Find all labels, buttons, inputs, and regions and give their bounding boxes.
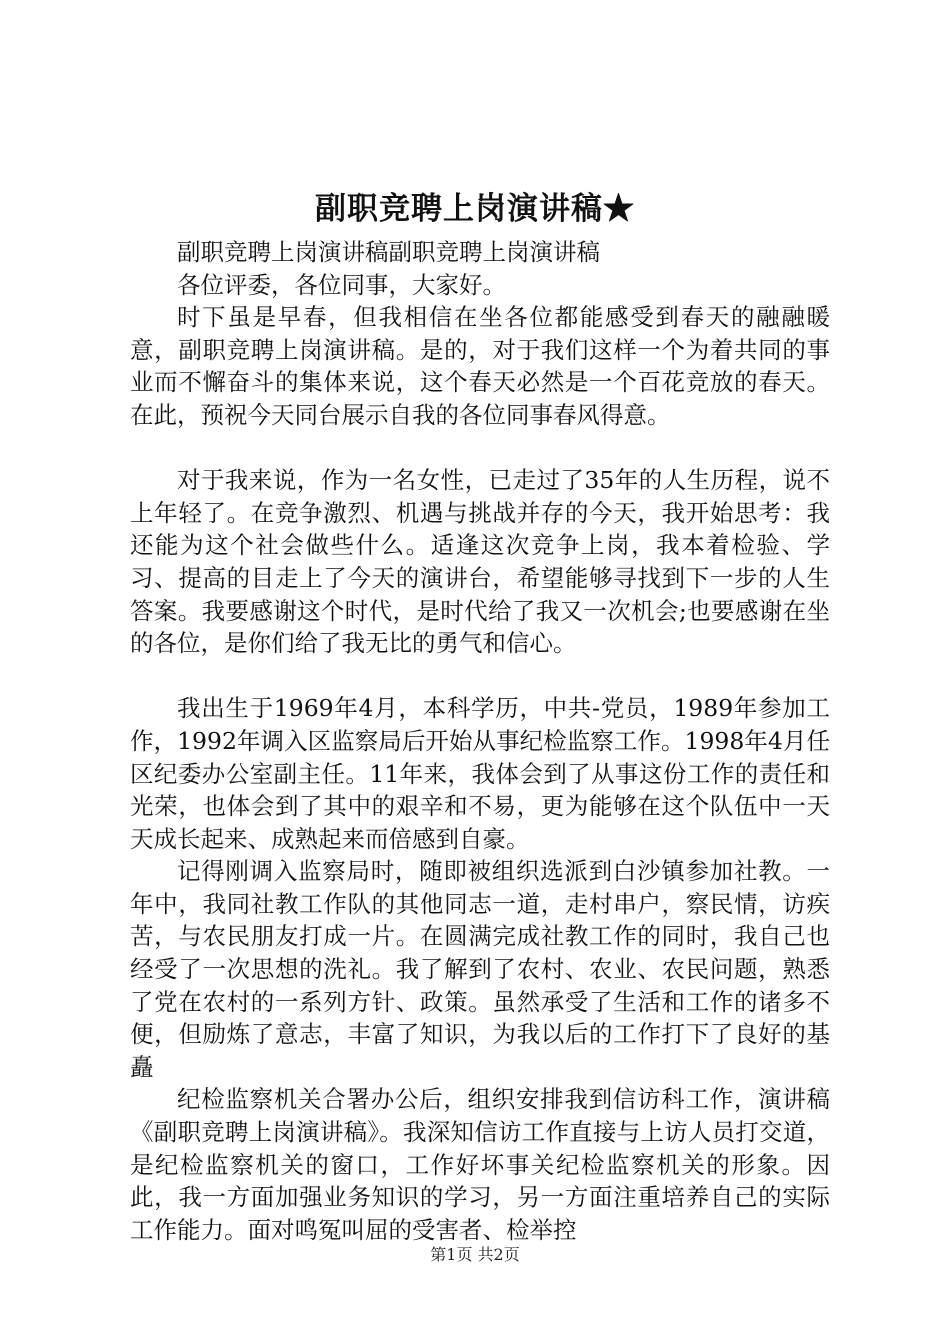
paragraph-self-intro: 对于我来说，作为一名女性，已走过了35年的人生历程，说不上年轻了。在竞争激烈、机遇与挑战并存的今天，我开始思考：我还能为这个社会做些什么。适逢这次竞争上岗，我本着检验、学习、提高的目走上了今天的演讲台，希望能够寻找到下一步的人生答案。我要感谢这个时代，是时代给了我又一次机会;也要感谢在坐的各位，是你们给了我无比的勇气和信心。 [130,466,830,658]
page-footer: 第1页 共2页 [430,1245,520,1264]
paragraph-career: 我出生于1969年4月，本科学历，中共-党员，1989年参加工作，1992年调入区监察局后开始从事纪检监察工作。1998年4月任区纪委办公室副主任。11年来，我体会到了从事这份工作的责任和光荣，也体会到了其中的艰辛和不易，更为能够在这个队伍中一天天成长起来、成熟起来而倍感到自豪。 [130,694,830,853]
paragraph-social-education: 记得刚调入监察局时，随即被组织选派到白沙镇参加社教。一年中，我同社教工作队的其他同志一道，走村串户，察民情，访疾苦，与农民朋友打成一片。在圆满完成社教工作的同时，我自己也经受了一次思想的洗礼。我了解到了农村、农业、农民问题，熟悉了党在农村的一系列方针、政策。虽然承受了生活和工作的诸多不便，但励炼了意志，丰富了知识，为我以后的工作打下了良好的基矗 [130,857,830,1081]
paragraph-spring: 时下虽是早春，但我相信在坐各位都能感受到春天的融融暖意，副职竞聘上岗演讲稿。是的，对于我们这样一个为着共同的事业而不懈奋斗的集体来说，这个春天必然是一个百花竞放的春天。在此，预祝今天同台展示自我的各位同事春风得意。 [130,303,830,429]
paragraph-greeting: 各位评委，各位同事，大家好。 [177,270,506,299]
document-body [130,236,830,1246]
paragraph-petition-work: 纪检监察机关合署办公后，组织安排我到信访科工作，演讲稿《副职竞聘上岗演讲稿》。我深知信访工作直接与上访人员打交道，是纪检监察机关的窗口，工作好坏事关纪检监察机关的形象。因此，我一方面加强业务知识的学习，另一方面注重培养自己的实际工作能力。面对鸣冤叫屈的受害者、检举控 [130,1085,830,1244]
paragraph-heading-repeat: 副职竞聘上岗演讲稿副职竞聘上岗演讲稿 [177,238,600,266]
document-title: 副职竞聘上岗演讲稿★ [315,191,635,227]
